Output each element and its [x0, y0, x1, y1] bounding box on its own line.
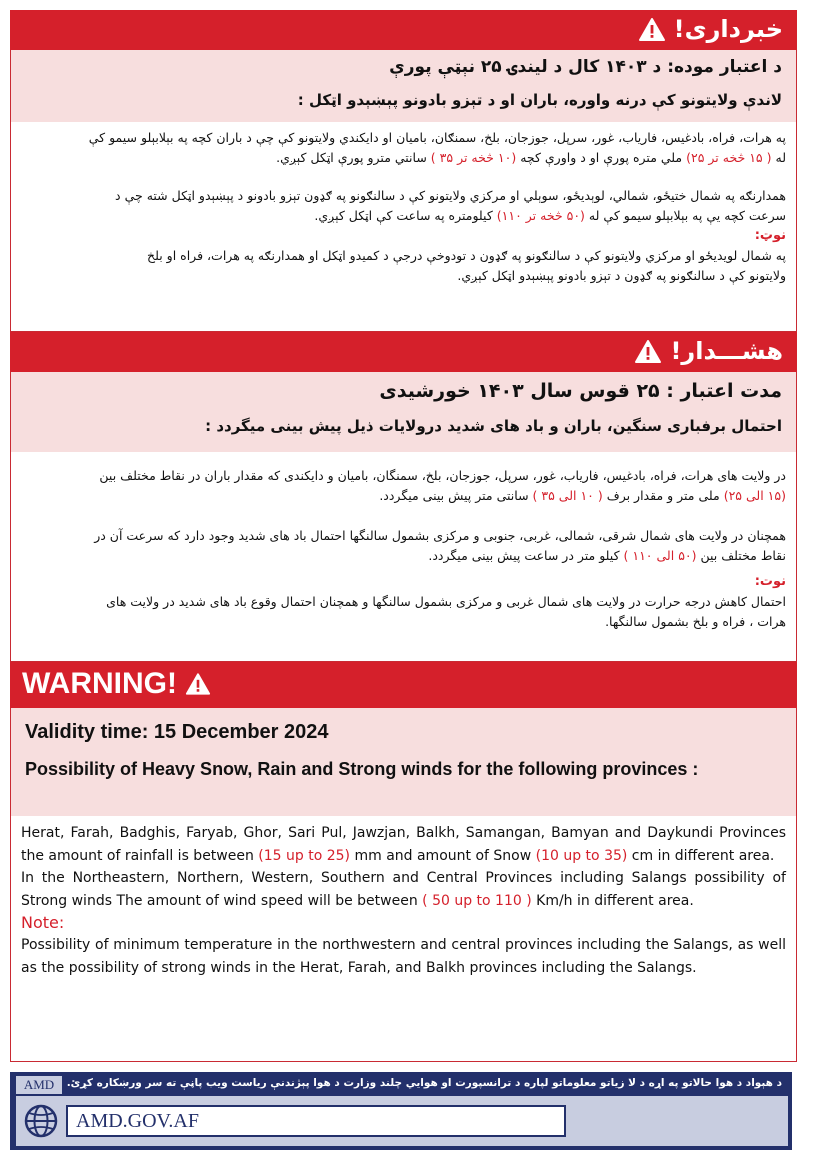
dari-para2-line1: همچنان در ولایت های شمال شرقی، شمالی، غربی، جنوبی و مرکزی بشمول سالنگها احتمال باد های شدید وجود دارد که سرعت آن در — [94, 528, 786, 543]
english-heading: Possibility of Heavy Snow, Rain and Strong winds for the following provinces : — [25, 759, 699, 779]
dari-paragraph-1 — [11, 466, 796, 506]
dari-banner — [10, 332, 797, 372]
dari-note — [11, 592, 796, 632]
warning-triangle-icon — [185, 672, 211, 696]
dari-body — [10, 372, 797, 662]
dari-note-line1: احتمال کاهش درجه حرارت در ولایت های شمال غربی و مرکزی بشمول سالنگها و همچنان احتمال وقوع باد های شدید در ولایت های — [106, 594, 786, 609]
footer-info-text: د هېواد د هوا حالاتو په اړه د لا زیاتو معلوماتو لپاره د ترانسپورت او هوايي چلند وزارت د هوا پېژندنې ریاست ویب پاڼې ته سر ورښکاره کړئ. — [50, 1072, 792, 1094]
website-url-link[interactable]: AMD.GOV.AF — [66, 1105, 566, 1137]
dari-validity-box — [11, 372, 796, 452]
dari-note-line2: هرات ، فراه و بلخ بشمول سالنگها. — [605, 614, 786, 629]
english-paragraph-1: Herat, Farah, Badghis, Faryab, Ghor, Sari Pul, Jawzjan, Balkh, Samangan, Bamyan and Daykundi Provinces the amount of rainfall is between (15 up to 25) mm and amount of Snow (10 up to 35) cm in different area. — [21, 825, 786, 864]
footer-panel — [16, 1096, 788, 1146]
pashto-note-line1: په شمال لویدیځو او مرکزي ولایتونو کې د سالنګونو په ګډون د تودوخې درجې د کمیدو اټکل او همدارنګه په هرات، فراه او بلخ — [147, 248, 786, 263]
dari-para2-line2: نقاط مختلف بین (۵۰ الی ۱۱۰ ) کیلو متر در ساعت پیش بینی میگردد. — [428, 548, 786, 563]
pashto-rain-range: ( ۱۵ څخه تر ۲۵) — [686, 150, 772, 165]
english-text — [11, 816, 796, 987]
english-note-label: Note: — [21, 913, 65, 932]
warning-triangle-icon — [634, 339, 662, 364]
dari-note-label: نوت: — [754, 574, 786, 589]
english-banner — [10, 662, 797, 708]
amd-tab-label: AMD — [16, 1076, 62, 1094]
dari-snow-range: ( ۱۰ الی ۳۵ ) — [532, 488, 603, 503]
pashto-body — [10, 50, 797, 332]
pashto-validity-box — [11, 50, 796, 122]
pashto-paragraph-1 — [11, 128, 796, 168]
pashto-para2-line2: سرعت کچه یې په بېلابېلو سیمو کې له (۵۰ څخه تر ۱۱۰) کیلومتره په ساعت کې اټکل کېږي. — [314, 208, 786, 223]
english-section — [10, 662, 797, 1062]
warning-triangle-icon — [638, 17, 666, 42]
pashto-banner-text: خبرداری! — [673, 15, 783, 43]
pashto-wind-range: (۵۰ څخه تر ۱۱۰) — [496, 208, 585, 223]
pashto-banner — [10, 10, 797, 50]
pashto-note-line2: ولایتونو کې د سالنګونو په ګډون د تېزو بادونو پېښېدو اټکل کېږي. — [457, 268, 786, 283]
dari-banner-text: هشـــدار! — [670, 337, 783, 365]
pashto-heading: لاندې ولایتونو کې درنه واوره، باران او د تېزو بادونو پېښېدو اټکل : — [297, 91, 782, 109]
dari-heading: احتمال برفباری سنگین، باران و باد های شدید درولایات ذیل پیش بینی میگردد : — [205, 417, 782, 435]
dari-para1-line1: در ولایت های هرات، فراه، بادغیس، فاریاب، غور، سرپل، جوزجان، بلخ، سمنگان، بامیان و دایکندی که مقدار باران در نقاط مختلف بین — [99, 468, 786, 483]
footer — [10, 1072, 792, 1150]
pashto-snow-range: (۱۰ څخه تر ۳۵ ) — [430, 150, 517, 165]
pashto-validity: د اعتبار موده: د ۱۴۰۳ کال د لیندۍ ۲۵ نېټې پورې — [389, 57, 782, 77]
pashto-para1-line2: له ( ۱۵ څخه تر ۲۵) ملي متره پورې او د واورې کچه (۱۰ څخه تر ۳۵ ) سانتي مترو پورې اټکل کېږي. — [276, 150, 786, 165]
dari-paragraph-2 — [11, 526, 796, 566]
english-banner-title — [22, 667, 211, 701]
pashto-paragraph-2 — [11, 186, 796, 226]
english-validity: Validity time: 15 December 2024 — [25, 721, 329, 743]
dari-rain-range: (۱۵ الی ۲۵) — [723, 488, 786, 503]
globe-icon — [24, 1104, 58, 1138]
pashto-banner-title — [638, 15, 783, 43]
english-paragraph-2: In the Northeastern, Northern, Western, Southern and Central Provinces including Salangs possibility of Strong winds The amount of wind speed will be between ( 50 up to 110 ) Km/h in different area. — [21, 870, 786, 909]
english-wind-range: ( 50 up to 110 ) — [422, 892, 532, 909]
dari-validity: مدت اعتبار : ۲۵ قوس سال ۱۴۰۳ خورشیدی — [379, 380, 782, 402]
pashto-para1-line1: په هرات، فراه، بادغیس، فاریاب، غور، سرپل، جوزجان، بلخ، سمنګان، بامیان او دایکندي ولایتونو کې چې د باران کچه په بېلابېلو سیمو کې — [88, 130, 786, 145]
dari-section — [10, 332, 797, 662]
dari-wind-range: (۵۰ الی ۱۱۰ ) — [623, 548, 697, 563]
english-note-text: Possibility of minimum temperature in the northwestern and central provinces including the Salangs, as well as the possibility of strong winds in the Herat, Farah, and Balkh provinces including the Salangs. — [21, 937, 786, 976]
pashto-para2-line1: همدارنګه په شمال ختیځو، شمالي، لوېدیځو، سوېلي او مرکزي ولایتونو کې د سالنګونو په ګډون تېزو بادونو د پېښېدو اټکل شته چې د — [115, 188, 786, 203]
dari-banner-title — [634, 337, 783, 365]
english-snow-range: (10 up to 35) — [535, 847, 628, 864]
pashto-section — [10, 10, 797, 332]
pashto-note — [11, 246, 796, 286]
english-rain-range: (15 up to 25) — [258, 847, 351, 864]
english-validity-box — [11, 708, 796, 816]
dari-para1-line2: (۱۵ الی ۲۵) ملی متر و مقدار برف ( ۱۰ الی ۳۵ ) سانتی متر پیش بینی میگردد. — [379, 488, 786, 503]
english-banner-text: WARNING! — [22, 667, 177, 700]
english-body — [10, 708, 797, 1062]
pashto-note-label: نوټ: — [754, 228, 786, 243]
